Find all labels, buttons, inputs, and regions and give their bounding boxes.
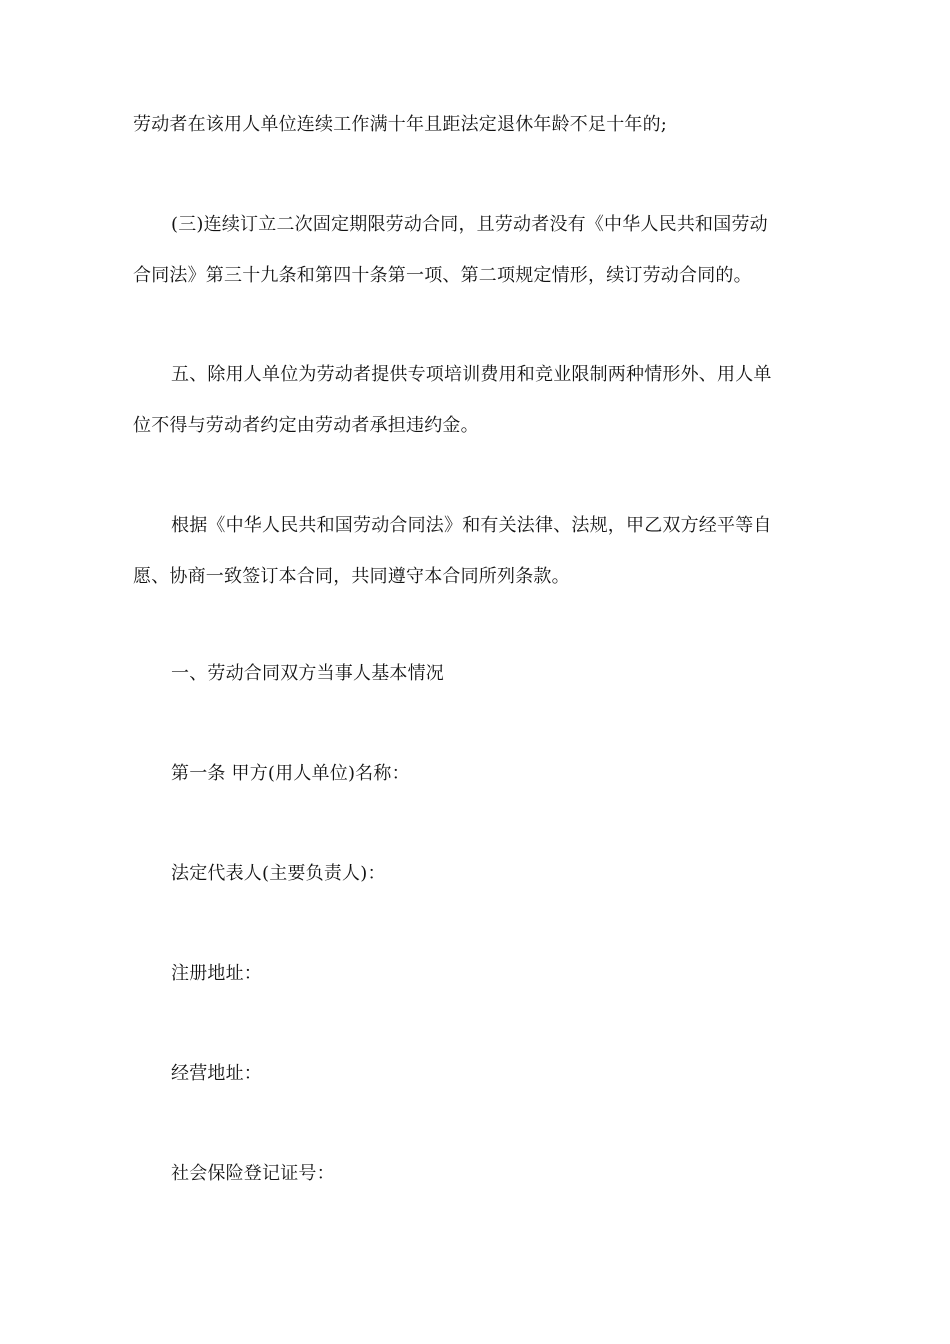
field-business-address: 经营地址： xyxy=(171,1063,262,1084)
paragraph-line-2: (三)连续订立二次固定期限劳动合同，且劳动者没有《中华人民共和国劳动 xyxy=(171,214,768,235)
paragraph-line-1: 劳动者在该用人单位连续工作满十年且距法定退休年龄不足十年的; xyxy=(133,114,668,135)
paragraph-line-5: 位不得与劳动者约定由劳动者承担违约金。 xyxy=(133,415,479,436)
paragraph-line-6: 根据《中华人民共和国劳动合同法》和有关法律、法规，甲乙双方经平等自 xyxy=(171,515,772,536)
clause-employer-name: 第一条 甲方(用人单位)名称： xyxy=(171,763,410,784)
field-registered-address: 注册地址： xyxy=(171,963,262,984)
field-social-insurance-number: 社会保险登记证号： xyxy=(171,1163,335,1184)
paragraph-line-3: 合同法》第三十九条和第四十条第一项、第二项规定情形，续订劳动合同的。 xyxy=(133,265,752,286)
section-heading: 一、劳动合同双方当事人基本情况 xyxy=(171,663,444,684)
paragraph-line-4: 五、除用人单位为劳动者提供专项培训费用和竞业限制两种情形外、用人单 xyxy=(171,364,772,385)
paragraph-line-7: 愿、协商一致签订本合同，共同遵守本合同所列条款。 xyxy=(133,566,570,587)
field-legal-representative: 法定代表人(主要负责人)： xyxy=(171,863,386,884)
